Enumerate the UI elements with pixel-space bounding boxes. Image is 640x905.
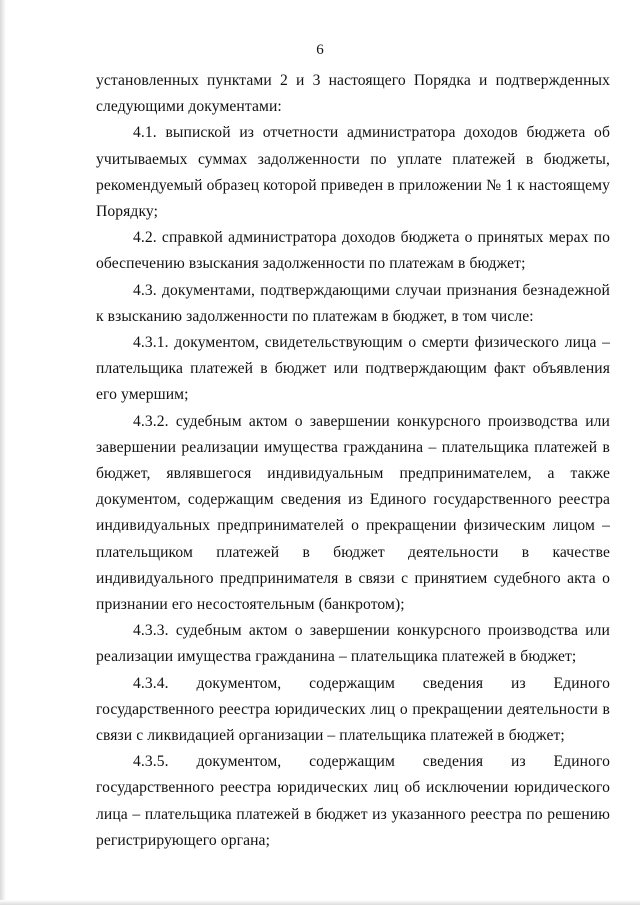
paragraph-4-3-3: 4.3.3. судебным актом о завершении конкурсного производства или реализации имущества гражданина – плательщика платежей в бюджет;	[96, 622, 610, 666]
paragraph-continuation: установленных пунктами 2 и 3 настоящего Порядка и подтвержденных следующими документами:	[96, 72, 610, 116]
scan-edge-bottom	[0, 900, 640, 905]
paragraph-4-2: 4.2. справкой администратора доходов бюджета о принятых мерах по обеспечению взыскания задолженности по платежам в бюджет;	[96, 229, 610, 273]
paragraph-4-3-5: 4.3.5. документом, содержащим сведения из Единого государственного реестра юридических лиц об исключении юридического лица – плательщика платежей в бюджет из указанного реестра по решению регистрирующего органа;	[96, 753, 610, 849]
paragraph-4-3-4: 4.3.4. документом, содержащим сведения из Единого государственного реестра юридических лиц о прекращении деятельности в связи с ликвидацией организации – плательщика платежей в бюджет;	[96, 674, 610, 745]
paragraph-4-3-2: 4.3.2. судебным актом о завершении конкурсного производства или завершении реализации имущества гражданина – плательщика платежей в бюджет, являвшегося индивидуальным предпринимателем, а также документом, содержащим сведения из Единого государственного реестра индивидуальных предпринимателей о прекращении физическим лицом – плательщиком платежей в бюджет деятельности в качестве индивидуального предпринимателя в связи с принятием судебного акта о признании его несостоятельным (банкротом);	[96, 412, 610, 614]
document-body	[96, 68, 610, 854]
paragraph-4-3-1: 4.3.1. документом, свидетельствующим о смерти физического лица – плательщика платежей в бюджет или подтверждающим факт объявления его умершим;	[96, 334, 610, 404]
paragraph-4-3: 4.3. документами, подтверждающими случаи признания безнадежной к взысканию задолженности по платежам в бюджет, в том числе:	[96, 281, 610, 325]
paragraph-4-1: 4.1. выпиской из отчетности администратора доходов бюджета об учитываемых суммах задолженности по уплате платежей в бюджеты, рекомендуемый образец которой приведен в приложении № 1 к настоящему Порядку;	[96, 124, 610, 221]
scan-edge-left	[0, 0, 6, 905]
page-number: 6	[316, 42, 324, 58]
